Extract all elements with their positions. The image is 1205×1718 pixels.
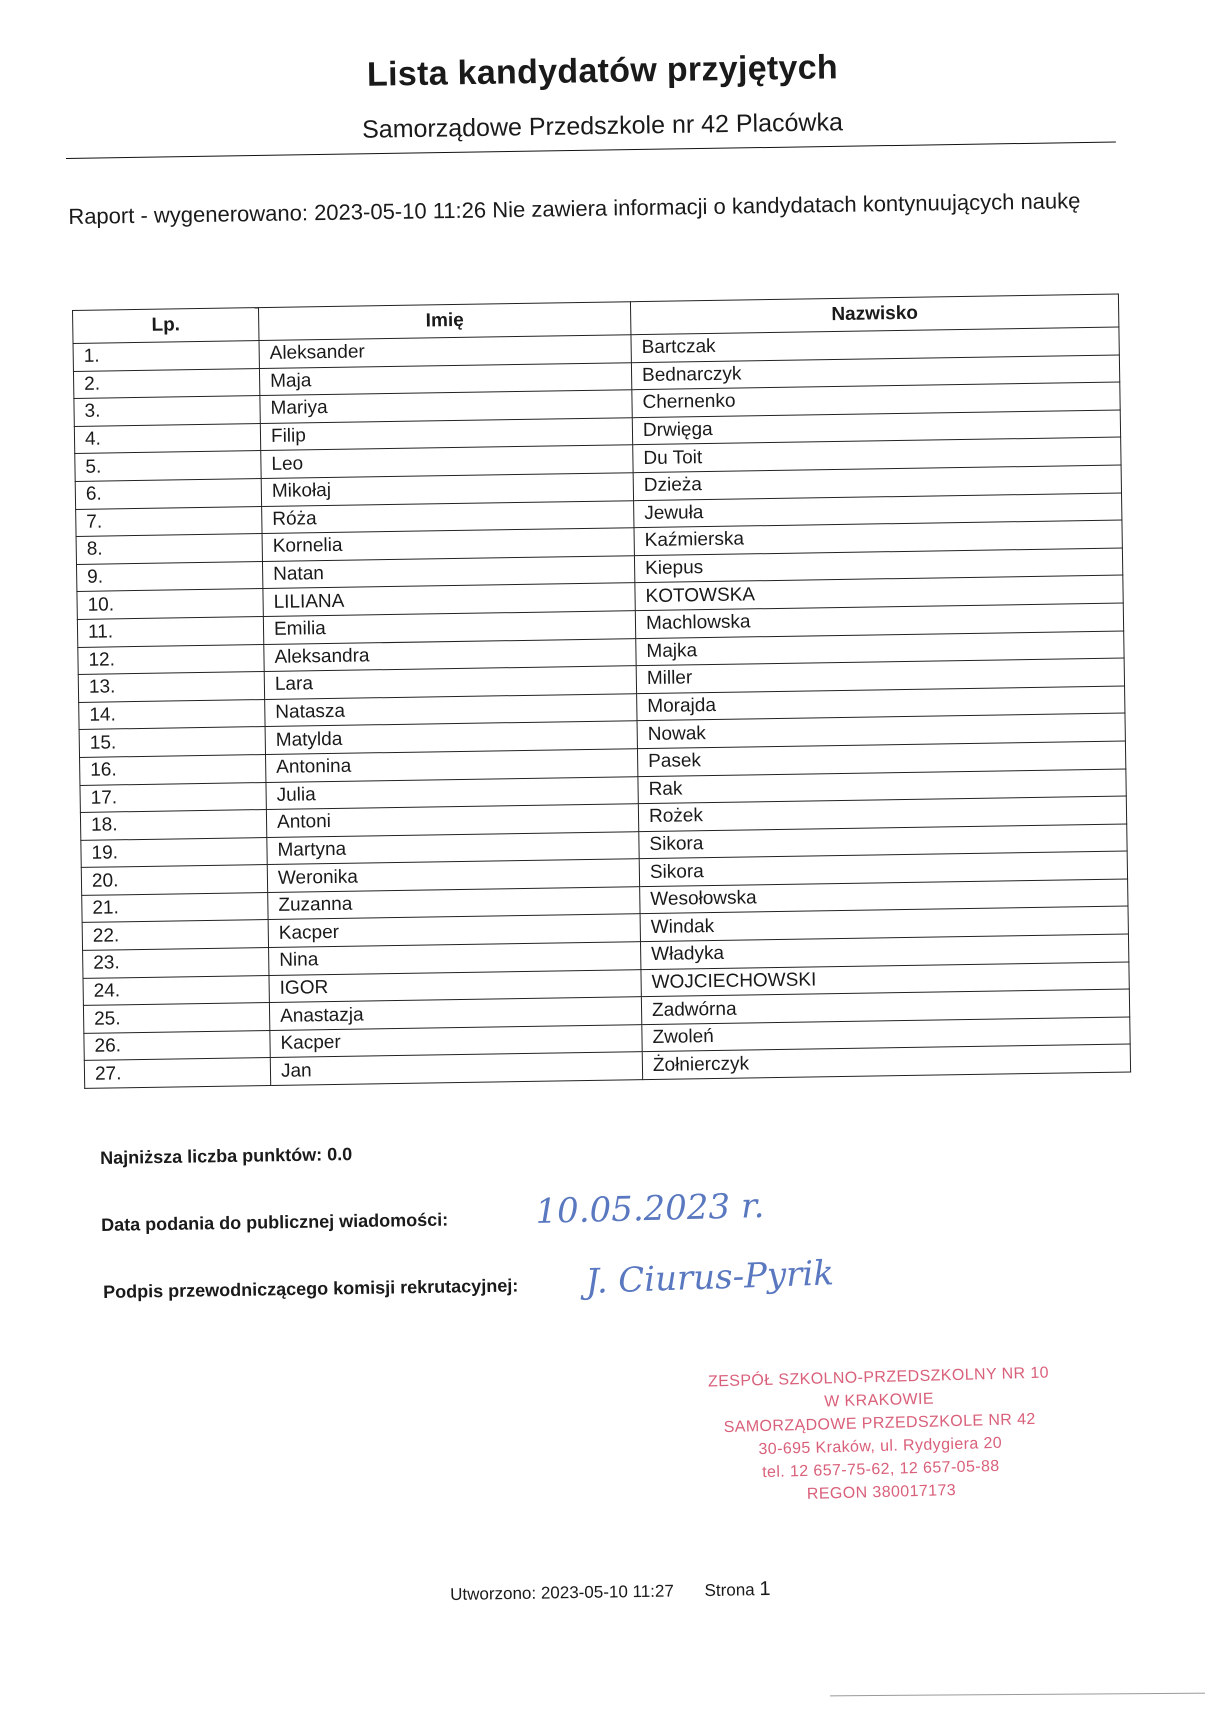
row-first-name: Zuzanna: [268, 887, 640, 920]
row-lp: 7.: [76, 506, 262, 537]
row-lp: 14.: [79, 699, 265, 730]
row-first-name: Kacper: [270, 1024, 642, 1057]
row-lp: 4.: [74, 423, 260, 454]
row-last-name: Zwoleń: [642, 1017, 1130, 1052]
page-indicator: [704, 1577, 771, 1601]
page-label: Strona: [704, 1580, 755, 1601]
row-lp: 20.: [81, 865, 267, 896]
row-first-name: Mariya: [260, 390, 632, 423]
row-last-name: Rak: [638, 769, 1126, 804]
created-timestamp: Utworzono: 2023-05-10 11:27: [450, 1581, 674, 1604]
row-first-name: Maja: [259, 362, 631, 395]
row-last-name: Du Toit: [633, 437, 1121, 472]
row-first-name: LILIANA: [263, 583, 635, 616]
publication-date-handwritten: 10.05.2023 r.: [535, 1186, 765, 1232]
row-first-name: Weronika: [267, 859, 639, 892]
row-first-name: Aleksandra: [264, 638, 636, 671]
row-lp: 22.: [82, 920, 268, 951]
row-last-name: Kaźmierska: [634, 520, 1122, 555]
row-last-name: Rożek: [638, 796, 1126, 831]
row-lp: 26.: [84, 1030, 270, 1061]
row-first-name: Martyna: [267, 831, 639, 864]
row-last-name: Pasek: [637, 741, 1125, 776]
row-first-name: Róża: [262, 500, 634, 533]
row-first-name: Antonina: [266, 749, 638, 782]
row-first-name: Mikołaj: [261, 473, 633, 506]
row-last-name: Machlowska: [635, 603, 1123, 638]
stamp-line: ZESPÓŁ SZKOLNO-PRZEDSZKOLNY NR 10: [707, 1364, 1050, 1391]
row-lp: 17.: [80, 782, 266, 813]
page-footer: [450, 1578, 771, 1606]
row-lp: 9.: [76, 561, 262, 592]
row-lp: 15.: [79, 727, 265, 758]
row-first-name: Aleksander: [259, 335, 631, 368]
row-last-name: Bednarczyk: [631, 355, 1119, 390]
signature-label: Podpis przewodniczącego komisji rekrutacyjnej:: [103, 1275, 519, 1302]
row-first-name: Kacper: [268, 914, 640, 947]
header-imie: Imię: [258, 302, 630, 341]
row-first-name: Nina: [269, 942, 641, 975]
row-lp: 5.: [75, 451, 261, 482]
row-last-name: Chernenko: [632, 382, 1120, 417]
row-last-name: Majka: [636, 631, 1124, 666]
row-first-name: Lara: [264, 666, 636, 699]
stamp-line: SAMORZĄDOWE PRZEDSZKOLE NR 42: [723, 1410, 1036, 1437]
row-first-name: Anastazja: [269, 997, 641, 1030]
row-lp: 1.: [73, 341, 259, 372]
row-last-name: Wesołowska: [640, 879, 1128, 914]
row-first-name: Filip: [260, 417, 632, 450]
document-title: Lista kandydatów przyjętych: [366, 48, 839, 94]
report-note: Raport - wygenerowano: 2023-05-10 11:26 Nie zawiera informacji o kandydatach kontynuujących naukę: [68, 188, 1081, 229]
row-lp: 10.: [77, 589, 263, 620]
row-last-name: Morajda: [637, 686, 1125, 721]
institution-stamp: [698, 1361, 1061, 1508]
row-last-name: Drwięga: [632, 410, 1120, 445]
row-lp: 3.: [74, 396, 260, 427]
row-last-name: KOTOWSKA: [635, 575, 1123, 610]
stamp-line: 30-695 Kraków, ul. Rydygiera 20: [758, 1434, 1003, 1459]
row-lp: 24.: [83, 975, 269, 1006]
row-last-name: Władyka: [640, 934, 1128, 969]
page-number: 1: [759, 1577, 771, 1601]
row-last-name: Sikora: [639, 851, 1127, 886]
row-lp: 8.: [76, 534, 262, 565]
row-lp: 6.: [75, 479, 261, 510]
row-lp: 23.: [83, 948, 269, 979]
row-last-name: Jewuła: [634, 493, 1122, 528]
row-last-name: Sikora: [639, 824, 1127, 859]
candidates-table: [72, 294, 1131, 1089]
row-lp: 25.: [83, 1003, 269, 1034]
row-lp: 13.: [78, 672, 264, 703]
row-first-name: Matylda: [265, 721, 637, 754]
stamp-line: tel. 12 657-75-62, 12 657-05-88: [761, 1457, 1000, 1482]
row-lp: 16.: [80, 754, 266, 785]
row-last-name: WOJCIECHOWSKI: [641, 962, 1129, 997]
row-first-name: Julia: [266, 776, 638, 809]
publication-date-label: Data podania do publicznej wiadomości:: [101, 1209, 449, 1235]
row-last-name: Dzieża: [633, 465, 1121, 500]
row-first-name: IGOR: [269, 969, 641, 1002]
institution-subtitle: Samorządowe Przedszkole nr 42 Placówka: [361, 108, 844, 144]
row-lp: 2.: [73, 368, 259, 399]
stamp-line: W KRAKOWIE: [824, 1390, 935, 1411]
row-lp: 18.: [80, 810, 266, 841]
row-last-name: Miller: [636, 658, 1124, 693]
row-last-name: Żołnierczyk: [642, 1044, 1130, 1079]
row-last-name: Bartczak: [631, 327, 1119, 362]
row-first-name: Kornelia: [262, 528, 634, 561]
stamp-line: REGON 380017173: [806, 1482, 957, 1503]
row-lp: 21.: [82, 892, 268, 923]
chairman-signature: J. Ciurus-Pyrik: [585, 1253, 835, 1302]
row-first-name: Natan: [262, 555, 634, 588]
row-last-name: Windak: [640, 906, 1128, 941]
row-first-name: Emilia: [263, 611, 635, 644]
row-last-name: Zadwórna: [641, 989, 1129, 1024]
row-lp: 19.: [81, 837, 267, 868]
row-last-name: Nowak: [637, 713, 1125, 748]
header-nazwisko: Nazwisko: [630, 294, 1118, 335]
header-lp: Lp.: [73, 308, 259, 344]
scan-edge-line: [830, 1693, 1205, 1697]
row-last-name: Kiepus: [634, 548, 1122, 583]
row-lp: 27.: [84, 1058, 270, 1089]
row-first-name: Antoni: [266, 804, 638, 837]
row-lp: 12.: [78, 644, 264, 675]
row-first-name: Leo: [261, 445, 633, 478]
row-lp: 11.: [77, 616, 263, 647]
row-first-name: Jan: [270, 1052, 642, 1085]
lowest-points: Najniższa liczba punktów: 0.0: [100, 1144, 353, 1168]
row-first-name: Natasza: [265, 693, 637, 726]
